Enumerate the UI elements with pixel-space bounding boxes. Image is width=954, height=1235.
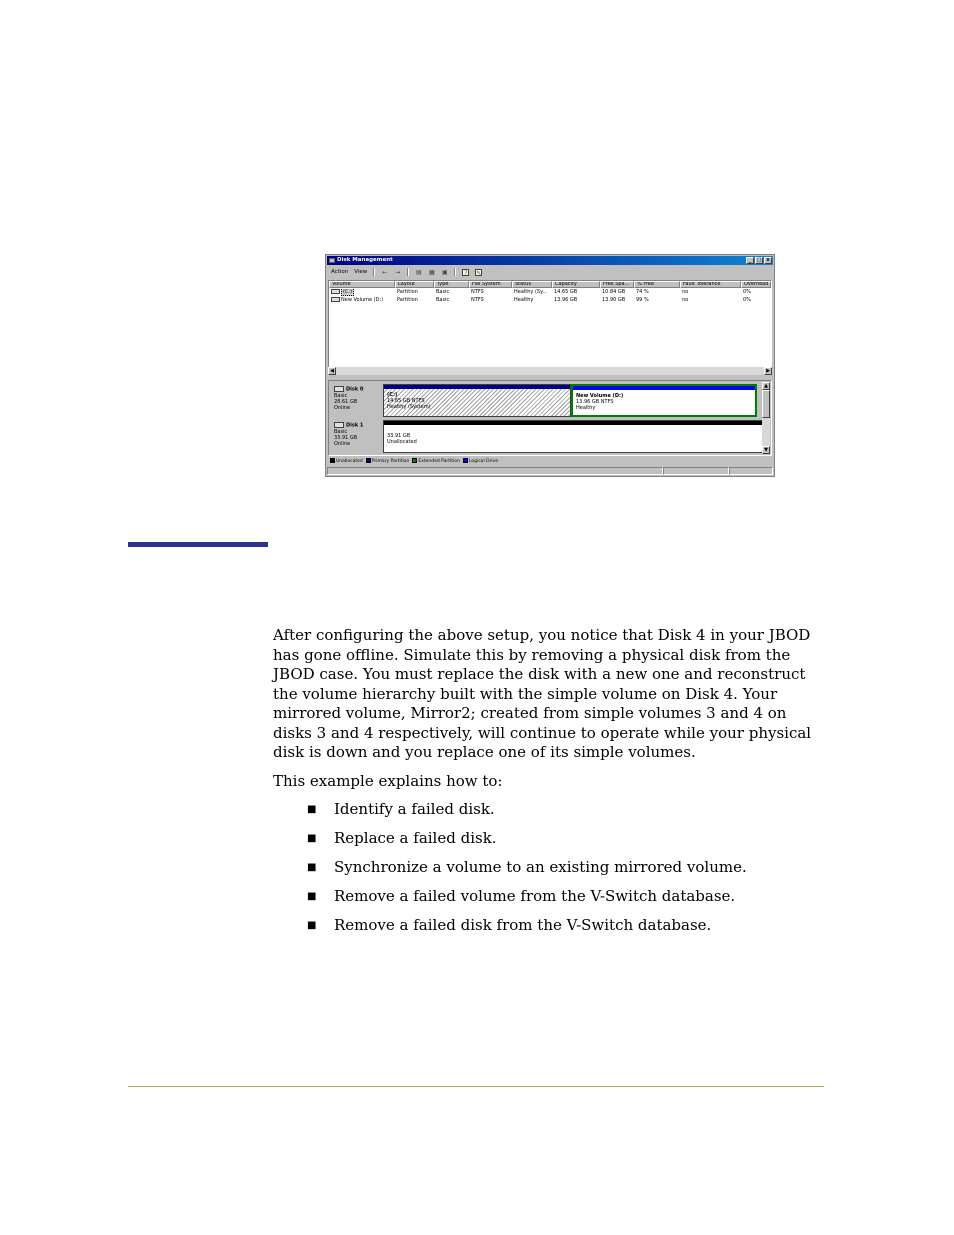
primary-partition-swatch [366,458,371,463]
table-cell: no [682,297,689,303]
task-list [273,800,823,945]
legend-item: Logical Drive [463,458,498,464]
table-cell: Basic [436,289,450,295]
table-cell: 0% [743,297,751,303]
bullet-icon: ■ [307,891,317,902]
scroll-left-icon[interactable]: ◀ [328,367,336,375]
horizontal-scrollbar[interactable] [328,367,772,375]
table-row[interactable] [329,297,397,304]
column-header-file-system[interactable]: File System [469,281,512,288]
column-header-layout[interactable]: Layout [395,281,434,288]
column-header-volume[interactable]: Volume [329,281,395,288]
intro-paragraph: After configuring the above setup, you notice that Disk 4 in your JBOD has gone offline. Simulate this by removing a physical disk from the JBOD case. You must replace the disk with a new one and reconstruct the volume hierarchy built with the simple volume on Disk 4. Your mirrored volume, Mirror2; created from simple volumes 3 and 4 on disks 3 and 4 respectively, will continue to operate while your physical disk is down and you replace one of its simple volumes. [273,626,812,761]
list-intro: This example explains how to: [273,771,503,790]
disk-graphical-view [328,380,772,456]
scroll-down-icon[interactable]: ▼ [762,446,770,454]
partition-size: 13.96 GB NTFS [576,399,614,405]
menu-view[interactable]: View [354,269,368,275]
status-bar [327,467,773,475]
toolbar-separator [407,268,409,276]
disk-status: Online [334,404,351,411]
table-cell: no [682,289,689,295]
bullet-icon: ■ [307,920,317,931]
table-cell: NTFS [471,297,484,303]
partition-c[interactable] [383,384,571,417]
status-pane [663,467,729,475]
properties-icon[interactable]: ▦ [428,268,435,276]
partition-d[interactable] [571,384,757,417]
status-pane [729,467,773,475]
disk-management-app-icon [329,258,335,263]
drive-icon [331,289,340,294]
partition-status: Healthy (System) [387,404,431,410]
bullet-icon: ■ [307,862,317,873]
scroll-thumb[interactable] [762,390,770,418]
scroll-right-icon[interactable]: ▶ [764,367,772,375]
menu-toolbar [327,267,773,277]
status-pane [327,467,663,475]
partition-size: 33.91 GB [387,433,411,439]
bullet-icon: ■ [307,833,317,844]
disk-icon [334,386,344,392]
help-icon[interactable]: ? [464,269,468,277]
footer-rule [128,1086,824,1087]
legend [328,457,774,465]
partition-size: 14.65 GB NTFS [387,398,425,404]
forward-arrow-icon[interactable]: → [395,268,401,276]
bullet-icon: ■ [307,804,317,815]
column-header-overhead[interactable]: Overhead [741,281,771,288]
drive-icon [331,297,340,302]
table-cell: 10.84 GB [602,289,626,295]
back-arrow-icon[interactable]: ← [382,268,388,276]
list-item: ■ Replace a failed disk. [307,829,497,847]
volume-name: New Volume (D:) [341,297,384,303]
table-cell: 13.96 GB [554,297,578,303]
column-header-percent-free[interactable]: % Free [634,281,680,288]
list-item: ■ Remove a failed disk from the V-Switch database. [307,916,712,934]
table-cell: Partition [397,289,418,295]
column-header-free-space[interactable]: Free Spa... [600,281,634,288]
legend-item: Extended Partition [412,458,460,464]
vertical-scrollbar[interactable] [762,382,770,454]
list-item: ■ Synchronize a volume to an existing mirrored volume. [307,858,747,876]
unallocated-space[interactable] [383,420,764,453]
volume-name: (C:) [343,289,353,295]
table-cell: 13.90 GB [602,297,626,303]
partition-label: (C:) [387,392,398,398]
table-cell: Basic [436,297,450,303]
logical-drive-swatch [463,458,468,463]
up-folder-icon[interactable]: ▤ [415,268,422,276]
scroll-up-icon[interactable]: ▲ [762,382,770,390]
extended-partition-swatch [412,458,417,463]
window-title: Disk Management [337,257,393,263]
unallocated-swatch [330,458,335,463]
table-cell: 99 % [636,297,649,303]
help-topic-icon[interactable]: ✎ [476,269,482,277]
disk-size: 28.61 GB [334,398,358,405]
legend-item: Primary Partition [366,458,410,464]
toolbar-separator [454,268,456,276]
window-title-bar [327,256,773,265]
disk-type: Basic [334,428,348,435]
legend-item: Unallocated [330,458,363,464]
list-item: ■ Identify a failed disk. [307,800,495,818]
minimize-button[interactable]: _ [746,257,754,264]
table-cell: NTFS [471,289,484,295]
volume-list [328,280,772,375]
disk-1-label[interactable]: Disk 1 Basic 33.91 GB Online [331,420,382,454]
table-cell: 0% [743,289,751,295]
list-item: ■ Remove a failed volume from the V-Switch database. [307,887,736,905]
column-header-capacity[interactable]: Capacity [552,281,600,288]
table-cell: Healthy (Sy... [514,289,548,295]
menu-action[interactable]: Action [331,269,349,275]
table-cell: Healthy [514,297,534,303]
section-heading-rule [128,542,268,547]
toolbar-separator [373,268,375,276]
disk-0-label[interactable]: Disk 0 Basic 28.61 GB Online [331,384,382,418]
window-controls [746,257,772,264]
disk-size: 33.91 GB [334,434,358,441]
column-header-fault-tolerance[interactable]: Fault Tolerance [680,281,741,288]
table-cell: 14.65 GB [554,289,578,295]
table-cell: 74 % [636,289,649,295]
partition-status: Healthy [576,405,596,411]
disk-status: Online [334,440,351,447]
column-header-status[interactable]: Status [512,281,552,288]
disk-management-screenshot [325,254,775,477]
disk-icon [334,422,344,428]
column-header-type[interactable]: Type [434,281,469,288]
maximize-button[interactable]: □ [756,257,762,263]
table-row[interactable] [329,289,397,296]
disk-type: Basic [334,392,348,399]
partition-label: New Volume (D:) [576,393,624,399]
show-hide-icon[interactable]: ▣ [441,268,448,276]
partition-status: Unallocated [387,439,417,445]
table-cell: Partition [397,297,418,303]
body-text [273,626,823,945]
close-button[interactable]: x [764,257,772,264]
